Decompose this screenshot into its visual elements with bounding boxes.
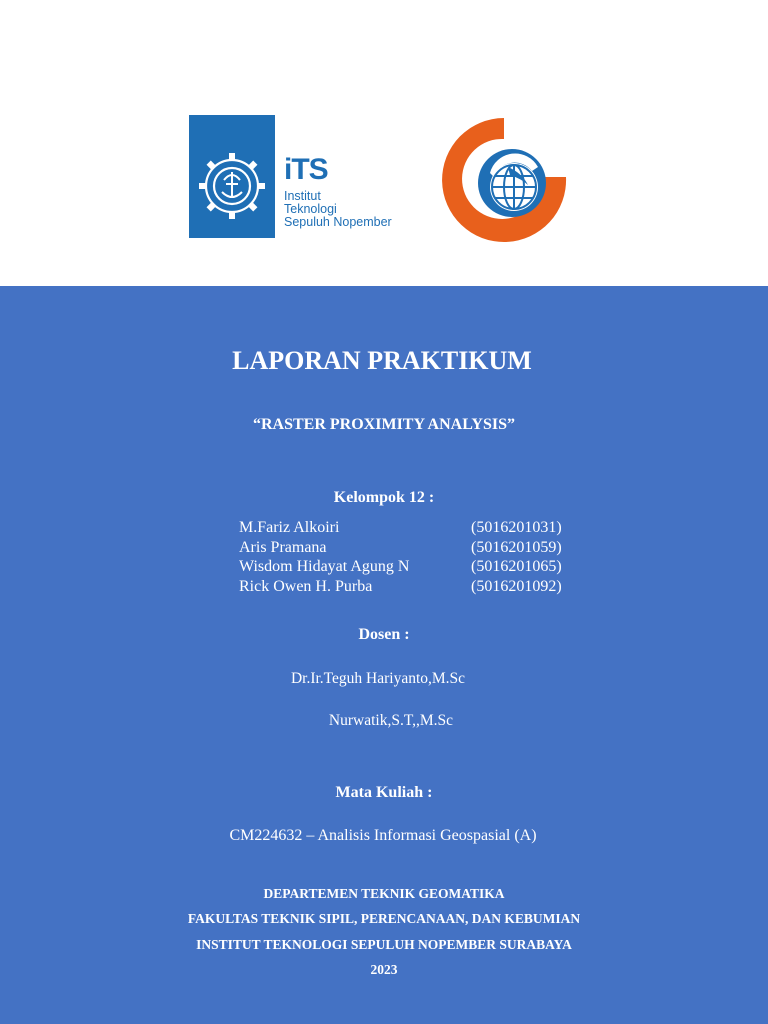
its-name bbox=[284, 190, 392, 229]
lecturer-name: Nurwatik,S.T,,M.Sc bbox=[328, 712, 454, 729]
geomatics-logo bbox=[432, 115, 570, 245]
member-nrp: (5016201059) bbox=[471, 539, 562, 556]
member-name: Wisdom Hidayat Agung N bbox=[239, 558, 410, 575]
member-name: M.Fariz Alkoiri bbox=[239, 519, 340, 536]
course-name: CM224632 – Analisis Informasi Geospasial (A) bbox=[229, 827, 537, 844]
report-title: LAPORAN PRAKTIKUM bbox=[232, 346, 532, 375]
its-emblem-icon bbox=[196, 150, 268, 222]
faculty-name: FAKULTAS TEKNIK SIPIL, PERENCANAAN, DAN KEBUMIAN bbox=[187, 911, 581, 926]
member-name: Aris Pramana bbox=[239, 539, 327, 556]
member-nrp: (5016201065) bbox=[471, 558, 562, 575]
its-name-line: Sepuluh Nopember bbox=[284, 215, 392, 229]
member-nrp: (5016201031) bbox=[471, 519, 562, 536]
its-name-line: Institut bbox=[284, 189, 321, 203]
report-subtitle: “RASTER PROXIMITY ANALYSIS” bbox=[253, 416, 515, 433]
department-name: DEPARTEMEN TEKNIK GEOMATIKA bbox=[263, 886, 505, 901]
its-logo bbox=[189, 115, 399, 238]
course-label: Mata Kuliah : bbox=[335, 784, 433, 801]
member-row bbox=[239, 578, 579, 598]
cover-panel bbox=[0, 286, 768, 1024]
member-row bbox=[239, 519, 579, 539]
its-name-line: Teknologi bbox=[284, 202, 337, 216]
member-row bbox=[239, 558, 579, 578]
group-label: Kelompok 12 : bbox=[333, 489, 435, 506]
its-wordmark: iTS bbox=[284, 153, 328, 186]
member-name: Rick Owen H. Purba bbox=[239, 578, 373, 595]
institute-name: INSTITUT TEKNOLOGI SEPULUH NOPEMBER SURABAYA bbox=[196, 937, 572, 952]
member-nrp: (5016201092) bbox=[471, 578, 562, 595]
lecturer-name: Dr.Ir.Teguh Hariyanto,M.Sc bbox=[290, 670, 466, 687]
report-year: 2023 bbox=[370, 962, 398, 977]
member-row bbox=[239, 539, 579, 559]
logo-header bbox=[0, 0, 768, 286]
its-emblem-panel bbox=[189, 115, 275, 238]
lecturer-label: Dosen : bbox=[358, 626, 410, 643]
